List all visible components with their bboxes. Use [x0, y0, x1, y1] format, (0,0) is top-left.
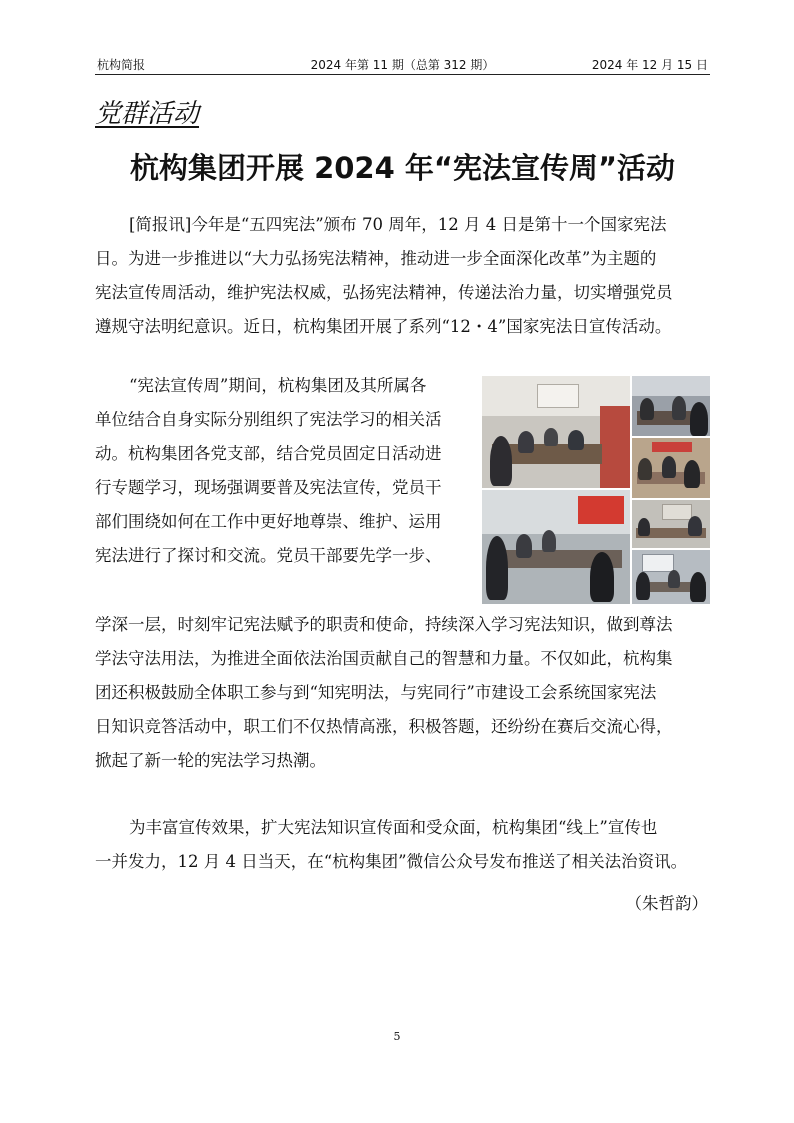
- meeting-photo-3: [632, 438, 710, 498]
- paragraph-line: 日。为进一步推进以“大力弘扬宪法精神，推动进一步全面深化改革”为主题的: [95, 249, 657, 268]
- paragraph-line: 遵规守法明纪意识。近日，杭构集团开展了系列“12・4”国家宪法日宣传活动。: [95, 317, 672, 336]
- meeting-photo-5: [632, 500, 710, 548]
- paragraph-line: 为丰富宣传效果，扩大宪法知识宣传面和受众面，杭构集团“线上”宣传也: [129, 818, 658, 837]
- author-credit: （朱哲韵）: [625, 894, 708, 913]
- publication-name: 杭构简报: [97, 58, 146, 72]
- paragraph-line: 行专题学习，现场强调要普及宪法宣传，党员干: [95, 478, 442, 497]
- paragraph-line: 学法守法用法，为推进全面依法治国贡献自己的智慧和力量。不仅如此，杭构集: [95, 649, 673, 668]
- paragraph-line: 动。杭构集团各党支部，结合党员固定日活动进: [95, 444, 442, 463]
- paragraph-line: “宪法宣传周”期间，杭构集团及其所属各: [129, 376, 427, 395]
- page-number: 5: [393, 1030, 401, 1043]
- paragraph-line: 团还积极鼓励全体职工参与到“知宪明法，与宪同行”市建设工会系统国家宪法: [95, 683, 657, 702]
- issue-number: 2024 年第 11 期（总第 312 期）: [310, 58, 495, 72]
- meeting-photo-2: [632, 376, 710, 436]
- paragraph-line: 掀起了新一轮的宪法学习热潮。: [95, 751, 326, 770]
- paragraph-line: [简报讯]今年是“五四宪法”颁布 70 周年，12 月 4 日是第十一个国家宪法: [129, 215, 667, 234]
- paragraph-line: 单位结合自身实际分别组织了宪法学习的相关活: [95, 410, 442, 429]
- paragraph-line: 学深一层，时刻牢记宪法赋予的职责和使命，持续深入学习宪法知识，做到尊法: [95, 615, 673, 634]
- meeting-photo-6: [632, 550, 710, 604]
- article-title: 杭构集团开展 2024 年“宪法宣传周”活动: [129, 151, 676, 185]
- meeting-photo-1: [482, 376, 630, 488]
- page-header: [95, 56, 710, 74]
- paragraph-line: 日知识竞答活动中，职工们不仅热情高涨，积极答题，还纷纷在赛后交流心得，: [95, 717, 673, 736]
- header-divider: [95, 74, 710, 75]
- meeting-photo-4: [482, 490, 630, 604]
- photo-collage: [482, 376, 710, 604]
- paragraph-line: 宪法进行了探讨和交流。党员干部要先学一步、: [95, 546, 442, 565]
- paragraph-line: 部们围绕如何在工作中更好地尊崇、维护、运用: [95, 512, 442, 531]
- issue-date: 2024 年 12 月 15 日: [591, 58, 708, 72]
- section-heading: 党群活动: [95, 99, 200, 129]
- paragraph-line: 一并发力，12 月 4 日当天，在“杭构集团”微信公众号发布推送了相关法治资讯。: [95, 852, 688, 871]
- paragraph-line: 宪法宣传周活动，维护宪法权威，弘扬宪法精神，传递法治力量，切实增强党员: [95, 283, 673, 302]
